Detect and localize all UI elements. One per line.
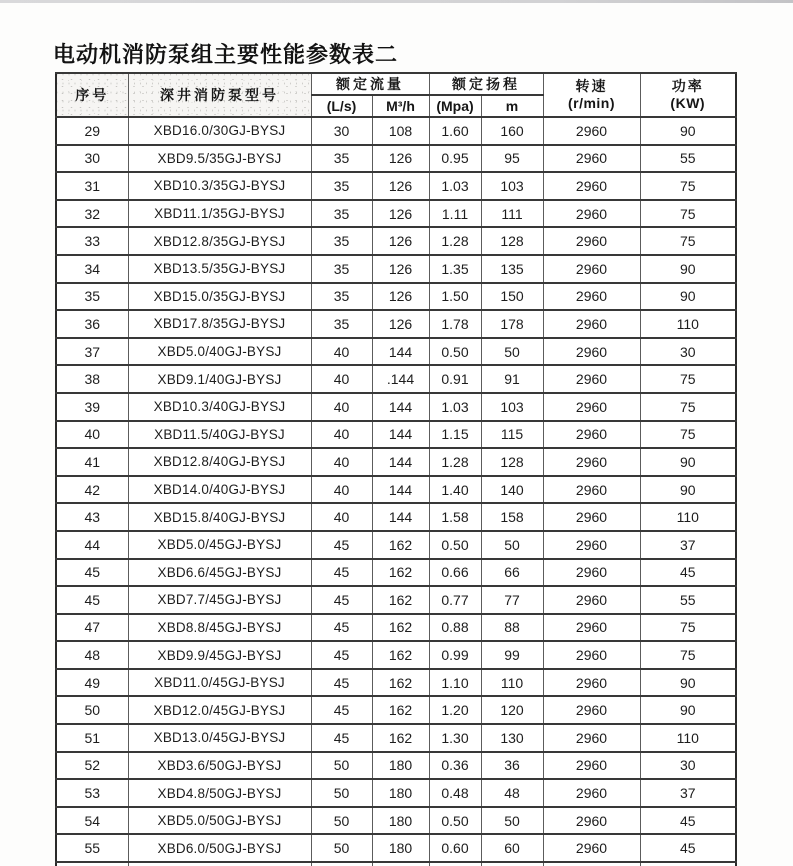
cell-flow-m3h: 180 [372, 779, 429, 807]
page-title: 电动机消防泵组主要性能参数表二 [53, 42, 399, 67]
cell-empty [372, 862, 429, 866]
cell-flow-ls: 40 [311, 393, 372, 421]
cell-flow-m3h: 144 [372, 393, 429, 421]
header-speed-unit: (r/min) [567, 95, 616, 111]
cell-head-mpa: 1.28 [429, 227, 481, 255]
cell-model: XBD9.5/35GJ-BYSJ [128, 145, 311, 173]
cell-power: 45 [640, 807, 736, 835]
cell-power: 75 [640, 614, 736, 642]
cell-power: 45 [640, 834, 736, 862]
cell-model: XBD12.8/40GJ-BYSJ [128, 448, 311, 476]
cell-model: XBD10.3/35GJ-BYSJ [128, 172, 311, 200]
cell-speed: 2960 [543, 117, 640, 145]
cell-flow-ls: 45 [311, 559, 372, 587]
cell-serial: 31 [56, 172, 128, 200]
table-row [56, 752, 736, 780]
cell-head-m: 77 [481, 586, 543, 614]
cell-speed: 2960 [543, 338, 640, 366]
cell-head-mpa: 1.30 [429, 724, 481, 752]
header-flow-m3h: M³/h [372, 95, 429, 117]
cell-head-mpa: 1.28 [429, 448, 481, 476]
cell-speed: 2960 [543, 421, 640, 449]
cell-flow-m3h: 162 [372, 614, 429, 642]
table-row [56, 476, 736, 504]
cell-speed: 2960 [543, 448, 640, 476]
cell-serial: 53 [56, 779, 128, 807]
cell-flow-m3h: 126 [372, 172, 429, 200]
cell-speed: 2960 [543, 365, 640, 393]
table-row [56, 200, 736, 228]
cell-model: XBD9.1/40GJ-BYSJ [128, 365, 311, 393]
cell-flow-m3h: 126 [372, 283, 429, 311]
cell-power: 90 [640, 696, 736, 724]
cell-speed: 2960 [543, 145, 640, 173]
cell-power: 55 [640, 145, 736, 173]
cell-serial: 49 [56, 669, 128, 697]
cell-serial: 30 [56, 145, 128, 173]
cell-flow-m3h: 108 [372, 117, 429, 145]
cell-speed: 2960 [543, 283, 640, 311]
cell-speed: 2960 [543, 255, 640, 283]
cell-power: 90 [640, 117, 736, 145]
cell-serial: 51 [56, 724, 128, 752]
cell-model: XBD11.0/45GJ-BYSJ [128, 669, 311, 697]
cell-model: XBD13.0/45GJ-BYSJ [128, 724, 311, 752]
cell-flow-ls: 45 [311, 641, 372, 669]
cell-serial: 39 [56, 393, 128, 421]
cell-power: 45 [640, 559, 736, 587]
table-row [56, 283, 736, 311]
cell-empty [543, 862, 640, 866]
cell-serial: 50 [56, 696, 128, 724]
cell-model: XBD12.8/35GJ-BYSJ [128, 227, 311, 255]
pump-parameters-table [55, 72, 737, 866]
cell-flow-m3h: 126 [372, 200, 429, 228]
cell-speed: 2960 [543, 779, 640, 807]
cell-flow-m3h: 180 [372, 807, 429, 835]
cell-head-mpa: 0.95 [429, 145, 481, 173]
header-power-unit: (KW) [670, 95, 706, 111]
cell-flow-ls: 45 [311, 724, 372, 752]
cell-empty [56, 862, 128, 866]
cell-serial: 41 [56, 448, 128, 476]
cell-power: 75 [640, 393, 736, 421]
cell-power: 90 [640, 448, 736, 476]
table-row [56, 669, 736, 697]
table-row [56, 807, 736, 835]
cell-flow-m3h: 162 [372, 724, 429, 752]
cell-model: XBD13.5/35GJ-BYSJ [128, 255, 311, 283]
cell-serial: 52 [56, 752, 128, 780]
cell-flow-ls: 50 [311, 807, 372, 835]
cell-flow-ls: 50 [311, 834, 372, 862]
header-rated-flow-group: 额定流量 [311, 73, 429, 95]
cell-head-m: 111 [481, 200, 543, 228]
cell-flow-ls: 45 [311, 531, 372, 559]
cell-power: 110 [640, 310, 736, 338]
cell-flow-m3h: 180 [372, 834, 429, 862]
cell-model: XBD6.6/45GJ-BYSJ [128, 559, 311, 587]
cell-head-mpa: 1.78 [429, 310, 481, 338]
cell-head-m: 120 [481, 696, 543, 724]
cell-flow-m3h: 144 [372, 503, 429, 531]
table-row [56, 338, 736, 366]
cell-serial: 29 [56, 117, 128, 145]
cell-model: XBD5.0/50GJ-BYSJ [128, 807, 311, 835]
header-head-m: m [481, 95, 543, 117]
cell-power: 75 [640, 365, 736, 393]
cell-serial: 47 [56, 614, 128, 642]
cell-flow-m3h: 144 [372, 448, 429, 476]
cell-model: XBD4.8/50GJ-BYSJ [128, 779, 311, 807]
cell-speed: 2960 [543, 476, 640, 504]
cell-serial: 44 [56, 531, 128, 559]
cell-power: 75 [640, 172, 736, 200]
table-row [56, 559, 736, 587]
cell-power: 75 [640, 227, 736, 255]
cell-flow-ls: 35 [311, 283, 372, 311]
cell-flow-ls: 45 [311, 669, 372, 697]
cell-speed: 2960 [543, 586, 640, 614]
table-row [56, 614, 736, 642]
header-model: 深井消防泵型号 [128, 73, 311, 117]
cell-flow-m3h: 162 [372, 641, 429, 669]
scan-edge-strip [0, 0, 793, 3]
table-row [56, 393, 736, 421]
cell-power: 110 [640, 503, 736, 531]
cell-head-mpa: 1.20 [429, 696, 481, 724]
table-row [56, 503, 736, 531]
cell-serial: 45 [56, 559, 128, 587]
cell-empty [311, 862, 372, 866]
cell-head-m: 99 [481, 641, 543, 669]
cell-speed: 2960 [543, 807, 640, 835]
table-body [56, 117, 736, 866]
cell-power: 110 [640, 724, 736, 752]
cell-head-mpa: 0.60 [429, 834, 481, 862]
cell-speed: 2960 [543, 310, 640, 338]
cell-flow-m3h: 126 [372, 227, 429, 255]
cell-model: XBD5.0/45GJ-BYSJ [128, 531, 311, 559]
cell-head-mpa: 0.50 [429, 531, 481, 559]
cell-serial: 38 [56, 365, 128, 393]
cell-empty [128, 862, 311, 866]
table-row [56, 365, 736, 393]
cell-speed: 2960 [543, 696, 640, 724]
cell-serial: 32 [56, 200, 128, 228]
cell-head-m: 88 [481, 614, 543, 642]
cell-power: 90 [640, 255, 736, 283]
cell-serial: 34 [56, 255, 128, 283]
cell-model: XBD15.0/35GJ-BYSJ [128, 283, 311, 311]
table-row [56, 531, 736, 559]
cell-flow-m3h: 162 [372, 586, 429, 614]
cell-flow-ls: 50 [311, 779, 372, 807]
cell-model: XBD15.8/40GJ-BYSJ [128, 503, 311, 531]
cell-flow-m3h: 144 [372, 338, 429, 366]
cell-flow-m3h: 144 [372, 421, 429, 449]
cell-head-mpa: 0.88 [429, 614, 481, 642]
cell-serial: 36 [56, 310, 128, 338]
cell-power: 37 [640, 779, 736, 807]
header-power-label: 功率 [671, 77, 704, 94]
cell-flow-ls: 40 [311, 476, 372, 504]
cell-head-mpa: 1.50 [429, 283, 481, 311]
cell-head-mpa: 1.03 [429, 172, 481, 200]
cell-flow-m3h: 162 [372, 669, 429, 697]
cell-speed: 2960 [543, 200, 640, 228]
cell-power: 90 [640, 283, 736, 311]
cell-flow-m3h: 162 [372, 531, 429, 559]
cell-flow-ls: 35 [311, 255, 372, 283]
cell-head-mpa: 1.58 [429, 503, 481, 531]
cell-model: XBD12.0/45GJ-BYSJ [128, 696, 311, 724]
cell-speed: 2960 [543, 752, 640, 780]
cell-model: XBD6.0/50GJ-BYSJ [128, 834, 311, 862]
cell-speed: 2960 [543, 614, 640, 642]
cell-power: 30 [640, 752, 736, 780]
cell-speed: 2960 [543, 641, 640, 669]
cell-head-mpa: 1.10 [429, 669, 481, 697]
cell-speed: 2960 [543, 834, 640, 862]
cell-flow-ls: 35 [311, 310, 372, 338]
cell-speed: 2960 [543, 531, 640, 559]
cell-speed: 2960 [543, 559, 640, 587]
cell-head-m: 140 [481, 476, 543, 504]
cell-head-mpa: 1.35 [429, 255, 481, 283]
cell-flow-ls: 45 [311, 586, 372, 614]
table-row [56, 696, 736, 724]
cell-head-mpa: 1.03 [429, 393, 481, 421]
cell-head-m: 135 [481, 255, 543, 283]
cell-serial: 37 [56, 338, 128, 366]
table-row [56, 255, 736, 283]
table-row [56, 172, 736, 200]
cell-model: XBD14.0/40GJ-BYSJ [128, 476, 311, 504]
header-group-row [56, 73, 736, 95]
cell-serial: 40 [56, 421, 128, 449]
header-speed [543, 73, 640, 117]
cell-head-m: 50 [481, 338, 543, 366]
table-row [56, 448, 736, 476]
header-serial: 序号 [56, 73, 128, 117]
table-row [56, 834, 736, 862]
cell-power: 75 [640, 641, 736, 669]
cell-empty [481, 862, 543, 866]
cell-head-mpa: 1.40 [429, 476, 481, 504]
cell-power: 75 [640, 421, 736, 449]
cell-speed: 2960 [543, 393, 640, 421]
cell-flow-ls: 45 [311, 696, 372, 724]
cell-model: XBD7.7/45GJ-BYSJ [128, 586, 311, 614]
cell-empty [429, 862, 481, 866]
cell-head-m: 95 [481, 145, 543, 173]
cell-serial: 45 [56, 586, 128, 614]
cell-head-m: 130 [481, 724, 543, 752]
cell-head-m: 128 [481, 227, 543, 255]
header-head-mpa: (Mpa) [429, 95, 481, 117]
cell-flow-m3h: 126 [372, 310, 429, 338]
cell-power: 75 [640, 200, 736, 228]
cell-flow-ls: 35 [311, 172, 372, 200]
cell-flow-m3h: 162 [372, 696, 429, 724]
cell-head-m: 36 [481, 752, 543, 780]
cell-flow-ls: 35 [311, 227, 372, 255]
table-row [56, 310, 736, 338]
cell-serial: 55 [56, 834, 128, 862]
cell-power: 30 [640, 338, 736, 366]
cell-head-m: 91 [481, 365, 543, 393]
cell-head-mpa: 0.50 [429, 338, 481, 366]
cell-speed: 2960 [543, 669, 640, 697]
cell-serial: 42 [56, 476, 128, 504]
cell-flow-m3h: .144 [372, 365, 429, 393]
cell-model: XBD11.1/35GJ-BYSJ [128, 200, 311, 228]
cell-head-mpa: 0.66 [429, 559, 481, 587]
cell-flow-ls: 35 [311, 200, 372, 228]
cell-head-mpa: 0.77 [429, 586, 481, 614]
cell-head-mpa: 0.50 [429, 807, 481, 835]
table-row [56, 724, 736, 752]
cell-model: XBD16.0/30GJ-BYSJ [128, 117, 311, 145]
table-row [56, 586, 736, 614]
table-row [56, 779, 736, 807]
cell-speed: 2960 [543, 172, 640, 200]
cell-head-m: 48 [481, 779, 543, 807]
cell-model: XBD11.5/40GJ-BYSJ [128, 421, 311, 449]
cell-speed: 2960 [543, 227, 640, 255]
cell-head-mpa: 0.36 [429, 752, 481, 780]
cell-head-m: 150 [481, 283, 543, 311]
cell-flow-m3h: 126 [372, 255, 429, 283]
cell-head-mpa: 1.11 [429, 200, 481, 228]
table-row [56, 145, 736, 173]
cell-model: XBD17.8/35GJ-BYSJ [128, 310, 311, 338]
cell-speed: 2960 [543, 724, 640, 752]
cell-head-m: 50 [481, 807, 543, 835]
cell-head-m: 60 [481, 834, 543, 862]
cell-head-m: 128 [481, 448, 543, 476]
cell-head-m: 115 [481, 421, 543, 449]
cell-flow-ls: 40 [311, 338, 372, 366]
table-row [56, 421, 736, 449]
cell-flow-ls: 40 [311, 448, 372, 476]
header-power [640, 73, 736, 117]
cell-power: 37 [640, 531, 736, 559]
cell-head-mpa: 0.99 [429, 641, 481, 669]
cell-flow-m3h: 144 [372, 476, 429, 504]
cell-flow-m3h: 180 [372, 752, 429, 780]
cell-model: XBD9.9/45GJ-BYSJ [128, 641, 311, 669]
cell-flow-m3h: 162 [372, 559, 429, 587]
cell-flow-m3h: 126 [372, 145, 429, 173]
cell-model: XBD5.0/40GJ-BYSJ [128, 338, 311, 366]
cell-head-m: 158 [481, 503, 543, 531]
cell-head-m: 178 [481, 310, 543, 338]
table-header [56, 73, 736, 117]
cell-model: XBD10.3/40GJ-BYSJ [128, 393, 311, 421]
cell-flow-ls: 35 [311, 145, 372, 173]
cell-serial: 35 [56, 283, 128, 311]
cell-model: XBD8.8/45GJ-BYSJ [128, 614, 311, 642]
table-row [56, 117, 736, 145]
cell-serial: 33 [56, 227, 128, 255]
table-row [56, 641, 736, 669]
cell-empty [640, 862, 736, 866]
cell-head-mpa: 1.15 [429, 421, 481, 449]
cell-speed: 2960 [543, 503, 640, 531]
cell-head-m: 103 [481, 393, 543, 421]
cell-head-m: 160 [481, 117, 543, 145]
cell-head-mpa: 0.48 [429, 779, 481, 807]
cell-power: 55 [640, 586, 736, 614]
cell-model: XBD3.6/50GJ-BYSJ [128, 752, 311, 780]
cell-serial: 43 [56, 503, 128, 531]
cell-flow-ls: 40 [311, 503, 372, 531]
partial-table-row [56, 862, 736, 866]
cell-head-m: 50 [481, 531, 543, 559]
header-rated-head-group: 额定扬程 [429, 73, 543, 95]
cell-flow-ls: 30 [311, 117, 372, 145]
cell-serial: 54 [56, 807, 128, 835]
cell-power: 90 [640, 669, 736, 697]
header-flow-ls: (L/s) [311, 95, 372, 117]
cell-flow-ls: 45 [311, 614, 372, 642]
cell-head-m: 110 [481, 669, 543, 697]
cell-flow-ls: 40 [311, 421, 372, 449]
cell-flow-ls: 50 [311, 752, 372, 780]
cell-head-mpa: 1.60 [429, 117, 481, 145]
cell-head-m: 103 [481, 172, 543, 200]
table-row [56, 227, 736, 255]
cell-flow-ls: 40 [311, 365, 372, 393]
header-speed-label: 转速 [575, 77, 608, 94]
cell-power: 90 [640, 476, 736, 504]
cell-serial: 48 [56, 641, 128, 669]
cell-head-m: 66 [481, 559, 543, 587]
cell-head-mpa: 0.91 [429, 365, 481, 393]
